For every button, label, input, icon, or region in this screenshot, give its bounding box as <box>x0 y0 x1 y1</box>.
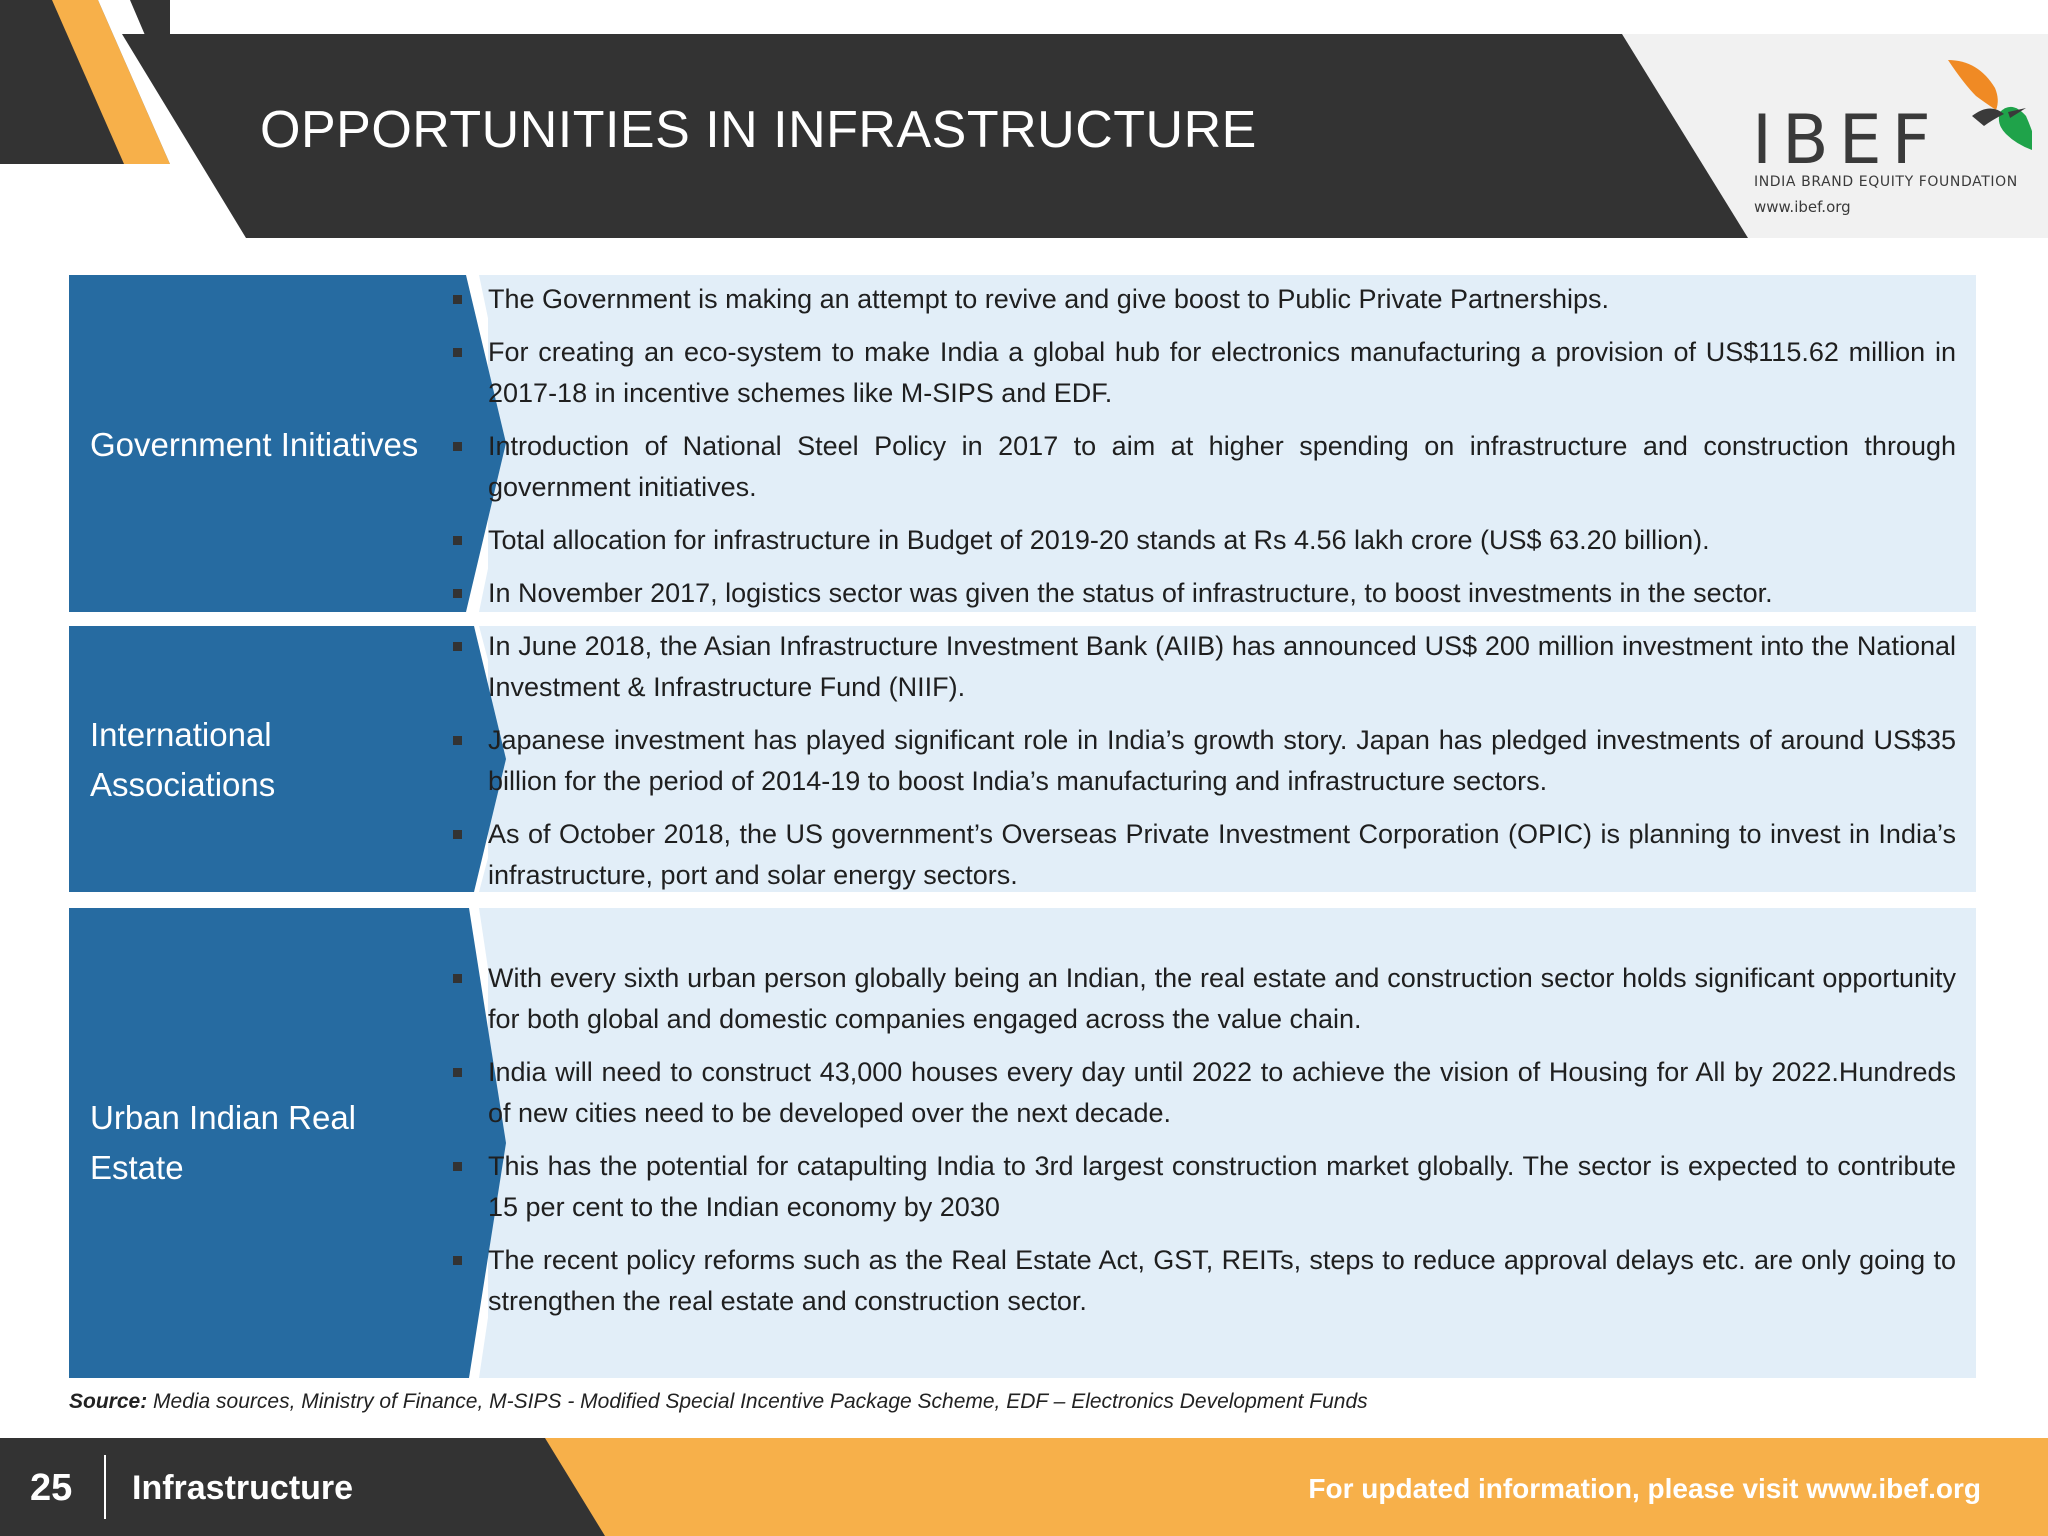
bullet-square-icon <box>453 642 462 651</box>
bullet-square-icon <box>453 589 462 598</box>
bullet-item: Total allocation for infrastructure in Budget of 2019-20 stands at Rs 4.56 lakh crore (US$ 63.20 billion). <box>488 520 1956 561</box>
bullet-square-icon <box>453 1256 462 1265</box>
logo-url: www.ibef.org <box>1754 198 1851 216</box>
bullet-square-icon <box>453 348 462 357</box>
source-note <box>69 1390 1368 1414</box>
page-title: OPPORTUNITIES IN INFRASTRUCTURE <box>260 101 1257 159</box>
section-content <box>488 626 1956 908</box>
section-label: International Associations <box>90 716 276 803</box>
bullet-item: For creating an eco-system to make India a global hub for electronics manufacturing a provision of US$115.62 million in 2017-18 in incentive schemes like M-SIPS and EDF. <box>488 332 1956 414</box>
source-text: Media sources, Ministry of Finance, M-SIPS - Modified Special Incentive Package Scheme, EDF – Electronics Development Funds <box>153 1390 1368 1413</box>
bullet-square-icon <box>453 1068 462 1077</box>
section-content <box>488 279 1956 626</box>
section-government-initiatives <box>69 275 1976 612</box>
section-urban-indian-real-estate <box>69 908 1976 1378</box>
logo-wordmark: IBEF <box>1752 101 1941 180</box>
bullet-square-icon <box>453 736 462 745</box>
bullet-item: The recent policy reforms such as the Real Estate Act, GST, REITs, steps to reduce approval delays etc. are only going to strengthen the real estate and construction sector. <box>488 1240 1956 1322</box>
bullet-square-icon <box>453 830 462 839</box>
bullet-item: With every sixth urban person globally being an Indian, the real estate and construction sector holds significant opportunity for both global and domestic companies engaged across the value chain. <box>488 958 1956 1040</box>
bullet-square-icon <box>453 974 462 983</box>
footer-divider <box>104 1455 106 1519</box>
section-label: Urban Indian Real Estate <box>90 1099 356 1186</box>
bullet-square-icon <box>453 442 462 451</box>
section-content <box>488 958 1956 1334</box>
bullet-item: In November 2017, logistics sector was given the status of infrastructure, to boost investments in the sector. <box>488 573 1956 614</box>
bullet-item: As of October 2018, the US government’s Overseas Private Investment Corporation (OPIC) is planning to invest in India’s infrastructure, port and solar energy sectors. <box>488 814 1956 896</box>
ibef-logo <box>1752 56 2032 226</box>
bullet-item: This has the potential for catapulting India to 3rd largest construction market globally. The sector is expected to contribute 15 per cent to the Indian economy by 2030 <box>488 1146 1956 1228</box>
source-label: Source: <box>69 1390 148 1413</box>
bullet-square-icon <box>453 295 462 304</box>
footer-website-link[interactable]: For updated information, please visit www.ibef.org <box>1308 1473 1981 1504</box>
bullet-square-icon <box>453 536 462 545</box>
bullet-square-icon <box>453 1162 462 1171</box>
bullet-item: The Government is making an attempt to revive and give boost to Public Private Partnerships. <box>488 279 1956 320</box>
bullet-item: Introduction of National Steel Policy in 2017 to aim at higher spending on infrastructure and construction through government initiatives. <box>488 426 1956 508</box>
bullet-item: In June 2018, the Asian Infrastructure Investment Bank (AIIB) has announced US$ 200 million investment into the National Investment & Infrastructure Fund (NIIF). <box>488 626 1956 708</box>
logo-tagline: INDIA BRAND EQUITY FOUNDATION <box>1754 174 2018 190</box>
section-label: Government Initiatives <box>90 426 419 463</box>
footer-title: Infrastructure <box>132 1469 354 1507</box>
bullet-item: India will need to construct 43,000 houses every day until 2022 to achieve the vision of Housing for All by 2022.Hundreds of new cities need to be developed over the next decade. <box>488 1052 1956 1134</box>
page-number: 25 <box>30 1467 73 1509</box>
bullet-item: Japanese investment has played significant role in India’s growth story. Japan has pledged investments of around US$35 billion for the period of 2014-19 to boost India’s manufacturing and infrastructure sectors. <box>488 720 1956 802</box>
section-international-associations <box>69 626 1976 892</box>
